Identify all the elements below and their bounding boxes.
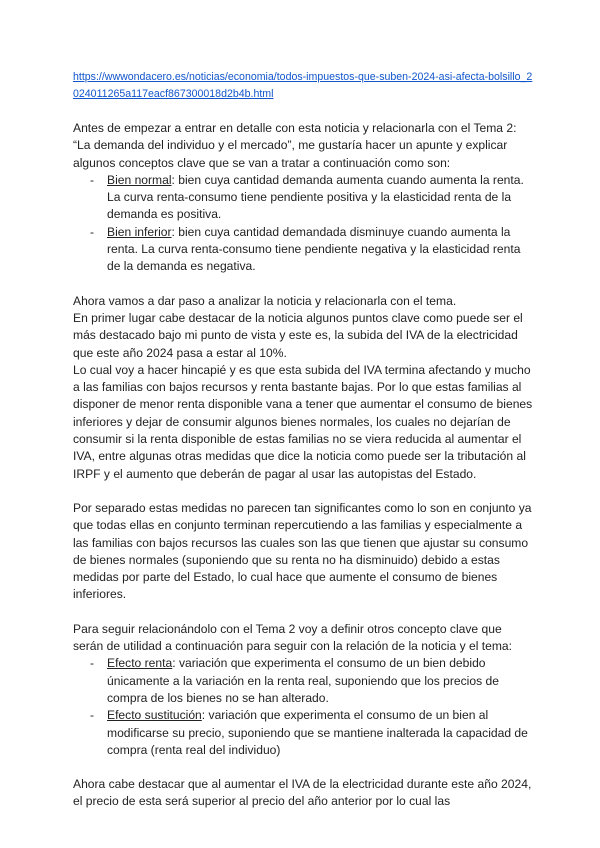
term-bien-normal: Bien normal bbox=[107, 172, 172, 187]
dash-bullet: - bbox=[90, 224, 95, 239]
definition-efecto-renta: : variación que experimenta el consumo de un bien debido únicamente a la variación en la renta real, suponiendo que los precios de compra de los bienes no se han alterado. bbox=[107, 656, 499, 705]
spacer bbox=[73, 276, 533, 293]
concepts-list-effects bbox=[73, 655, 533, 759]
definition-bien-inferior: : bien cuya cantidad demandada disminuye cuando aumenta la renta. La curva renta-consumo tiene pendiente negativa y la elasticidad renta de la demanda es negativa. bbox=[107, 224, 521, 274]
spacer bbox=[73, 103, 533, 120]
dash-bullet: - bbox=[90, 656, 95, 671]
list-item-efecto-sustitucion bbox=[73, 707, 533, 759]
spacer bbox=[73, 604, 533, 621]
term-efecto-renta: Efecto renta bbox=[107, 656, 173, 671]
paragraph-analysis-intro: Ahora vamos a dar paso a analizar la noticia y relacionarla con el tema. bbox=[73, 293, 457, 308]
term-bien-inferior: Bien inferior bbox=[107, 224, 172, 239]
concepts-list-goods bbox=[73, 172, 533, 276]
intro-paragraph: Antes de empezar a entrar en detalle con esta noticia y relacionarla con el Tema 2: “La demanda del individuo y el mercado”, me gustaría hacer un apunte y explicar algunos conceptos clave que se van a tratar a continuación como son: bbox=[73, 121, 517, 170]
source-news-link[interactable]: https://wwwondacero.es/noticias/economia/todos-impuestos-que-suben-2024-asi-afecta-bolsillo_2024011265a117eacf867300018d2b4b.html bbox=[73, 71, 533, 100]
definition-bien-normal: : bien cuya cantidad demanda aumenta cuando aumenta la renta. La curva renta-consumo tiene pendiente positiva y la elasticidad renta de la demanda es positiva. bbox=[107, 172, 524, 222]
list-item-efecto-renta bbox=[73, 655, 533, 707]
document-body bbox=[73, 69, 533, 811]
paragraph-iva-electricity: Ahora cabe destacar que al aumentar el IVA de la electricidad durante este año 2024, el precio de esta será superior al precio del año anterior por lo cual las bbox=[73, 777, 532, 809]
paragraph-more-concepts: Para seguir relacionándolo con el Tema 2 voy a definir otros concepto clave que serán de utilidad a continuación para seguir con la relación de la noticia y el tema: bbox=[73, 621, 513, 654]
definition-efecto-sustitucion: : variación que experimenta el consumo de un bien al modificarse su precio, suponiendo que se mantiene inalterada la capacidad de compra (renta real del individuo) bbox=[107, 708, 528, 757]
paragraph-impact-families: Lo cual voy a hacer hincapié y es que esta subida del IVA termina afectando y mucho a las familias con bajos recursos y renta bastante bajas. Por lo que estas familias al disponer de menor renta disponible vana a tener que aumentar el consumo de bienes inferiores y dejar de consumir algunos bienes normales, los cuales no dejarían de consumir si la renta disponible de estas familias no se viera reducida al aumentar el IVA, entre algunas otras medidas que dice la noticia como puede ser la tributación al IRPF y el aumento que deberán de pagar al usar las autopistas del Estado. bbox=[73, 362, 533, 481]
list-item-bien-inferior bbox=[73, 224, 533, 276]
dash-bullet: - bbox=[90, 708, 95, 723]
paragraph-measures-combined: Por separado estas medidas no parecen tan significantes como lo son en conjunto ya que todas ellas en conjunto terminan repercutiendo a las familias y especialmente a las familias con bajos recursos las cuales son las que tienen que ajustar su consumo de bienes normales (suponiendo que su renta no ha disminuido) debido a estas medidas por parte del Estado, lo cual hace que aumente el consumo de bienes inferiores. bbox=[73, 500, 532, 602]
dash-bullet: - bbox=[90, 172, 95, 187]
spacer bbox=[73, 483, 533, 500]
list-item-bien-normal bbox=[73, 172, 533, 224]
spacer bbox=[73, 759, 533, 776]
term-efecto-sustitucion: Efecto sustitución bbox=[107, 708, 202, 723]
paragraph-key-point: En primer lugar cabe destacar de la noticia algunos puntos clave como puede ser el más destacado bajo mi punto de vista y este es, la subida del IVA de la electricidad que este año 2024 pasa a estar al 10%. bbox=[73, 310, 523, 360]
